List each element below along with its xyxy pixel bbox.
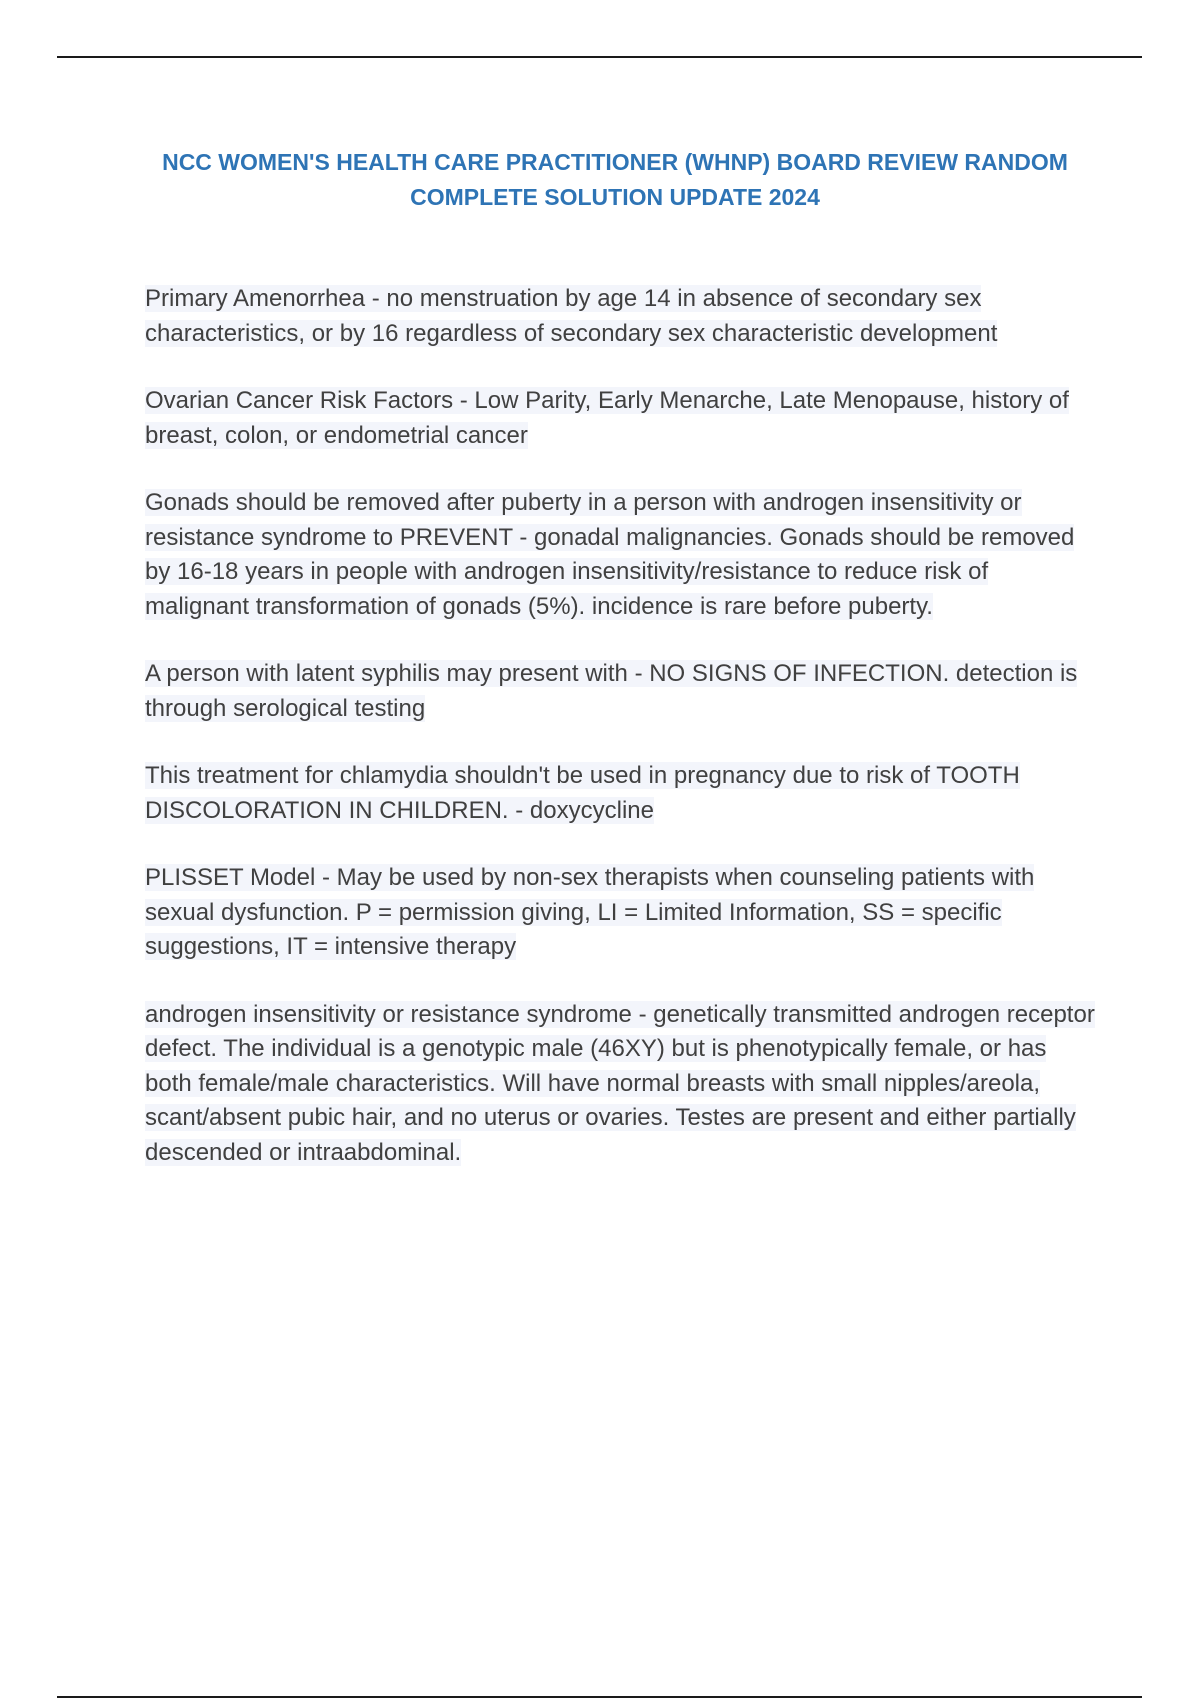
- document-title: NCC WOMEN'S HEALTH CARE PRACTITIONER (WHNP) BOARD REVIEW RANDOM COMPLETE SOLUTION UPDATE 2024: [162, 149, 1068, 210]
- flashcard-entry: [145, 486, 1095, 624]
- entry-text: PLISSET Model - May be used by non-sex therapists when counseling patients with sexual dysfunction. P = permission giving, LI = Limited Information, SS = specific suggestions, IT = intensive therapy: [145, 864, 1035, 960]
- flashcard-entry: [145, 759, 1095, 828]
- flashcard-entry: [145, 282, 1095, 351]
- flashcard-list: [145, 282, 1095, 1203]
- flashcard-entry: [145, 998, 1095, 1171]
- bottom-divider: [57, 1696, 1142, 1698]
- entry-text: A person with latent syphilis may present with - NO SIGNS OF INFECTION. detection is through serological testing: [145, 660, 1078, 722]
- entry-text: androgen insensitivity or resistance syndrome - genetically transmitted androgen receptor defect. The individual is a genotypic male (46XY) but is phenotypically female, or has both female/male characteristics. Will have normal breasts with small nipples/areola, scant/absent pubic hair, and no uterus or ovaries. Testes are present and either partially descended or intraabdominal.: [145, 1000, 1095, 1166]
- entry-text: This treatment for chlamydia shouldn't be used in pregnancy due to risk of TOOTH DISCOLORATION IN CHILDREN. - doxycycline: [145, 762, 1020, 824]
- flashcard-entry: [145, 384, 1095, 453]
- entry-text: Ovarian Cancer Risk Factors - Low Parity, Early Menarche, Late Menopause, history of breast, colon, or endometrial cancer: [145, 387, 1069, 449]
- top-divider: [57, 56, 1142, 58]
- entry-text: Gonads should be removed after puberty in a person with androgen insensitivity or resistance syndrome to PREVENT - gonadal malignancies. Gonads should be removed by 16-18 years in people with androgen insensitivity/resistance to reduce risk of malignant transformation of gonads (5%). incidence is rare before puberty.: [145, 489, 1075, 620]
- flashcard-entry: [145, 657, 1095, 726]
- entry-text: Primary Amenorrhea - no menstruation by age 14 in absence of secondary sex characteristics, or by 16 regardless of secondary sex characteristic development: [145, 285, 998, 347]
- flashcard-entry: [145, 861, 1095, 965]
